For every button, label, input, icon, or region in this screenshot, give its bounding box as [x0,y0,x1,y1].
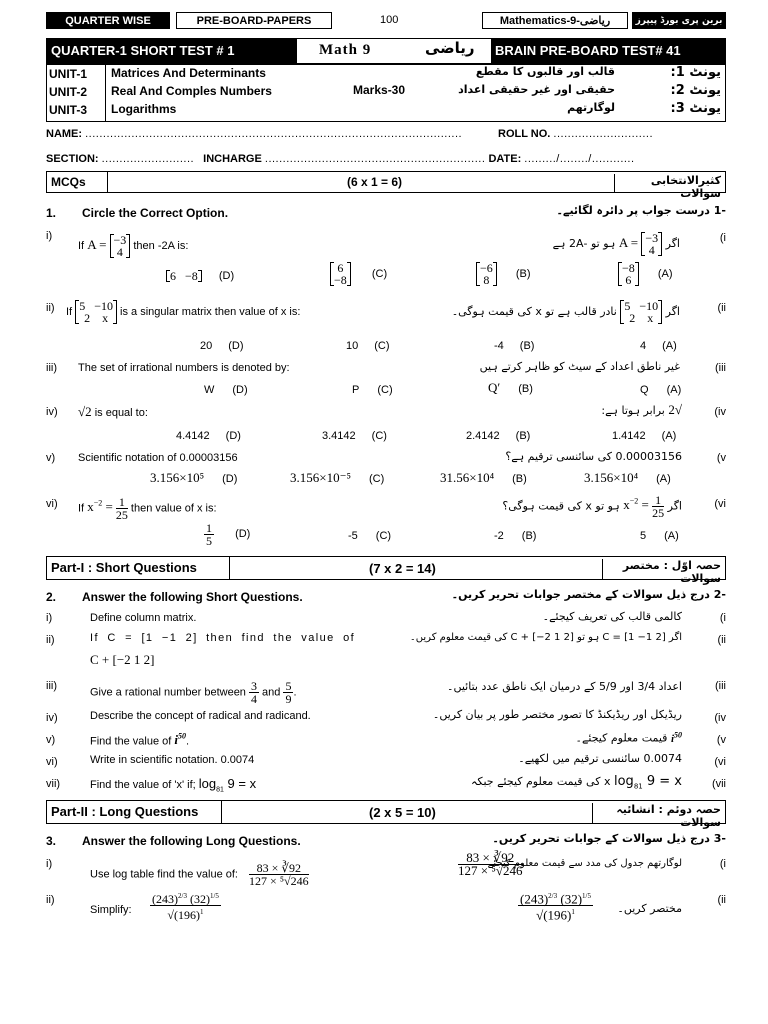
sq-6-text: Write in scientific notation. 0.0074 [90,754,255,766]
roll-field[interactable]: ............................ [553,128,653,140]
part2-marks: (2 x 5 = 10) [369,805,436,820]
lq-1-number: i) [46,858,53,870]
mcq-6-number: vi) [46,498,58,510]
units-block [46,64,726,122]
title-bar [46,38,726,64]
mcq-4-question [78,404,148,420]
sq-7-urdu-num: (vii [711,778,726,790]
mcq-2-opt-c[interactable]: 10 (C) [346,340,390,352]
section-label: SECTION: [46,153,99,165]
sq-4-number: iv) [46,712,58,724]
sq-1-number: i) [46,612,53,624]
sq-4-text: Describe the concept of radical and radicand. [90,710,311,722]
sq-2-text2: C + [−2 1 2] [90,652,155,667]
mcq-2-opt-d[interactable]: 20 (D) [200,340,244,352]
lq-2-expr: $\frac{(243)^{2/3} (32)^{1/5}}{√(196)^1}$ [152,892,219,922]
lq-2-urdu: مختصر کریں۔ [617,902,682,915]
lq-2-text: Simplify: [90,904,132,916]
incharge-label: INCHARGE [203,153,262,165]
mcq-3-urdu: غیر ناطق اعداد کے سیٹ کو ظاہر کرتے ہیں [479,360,680,373]
unit-3-urdu-name: لوگارتھم [567,101,615,114]
mcq-6-opt-a[interactable]: 5 (A) [640,530,679,542]
mcq-1-opt-b[interactable]: −6 8 (B) [476,262,531,286]
mcq-3-opt-a[interactable]: Q (A) [640,384,682,396]
mcq-2-urdu-pre: اگر [665,305,680,318]
mcq-2-pre: If [66,305,73,318]
sq-7-number: vii) [46,778,61,790]
pre-board-badge: PRE-BOARD-PAPERS [176,12,332,29]
name-label: NAME: [46,128,83,140]
roll-label: ROLL NO. [498,128,551,140]
lq-2-urdu-num: (ii [717,894,726,906]
mcq-1-options [166,270,234,282]
mcq-1-urdu-text: ہو تو -2A ہے [552,236,616,250]
title-center: Math 9 [319,42,372,58]
sq-5-urdu: $i^{50}$ قیمت معلوم کیجئے۔ [575,730,682,745]
mcq-label: MCQs [47,172,108,192]
mcq-4-opt-d[interactable]: 4.4142 (D) [176,430,241,442]
marks-total: Marks-30 [353,83,406,97]
sq-6-urdu-num: (vi [714,756,726,768]
mcq-1-opt-d-letter: (D) [218,270,235,282]
date-field[interactable]: ........./......../............ [524,153,635,165]
mcq-6-opt-d[interactable]: $\frac{1}{5}$ (D) [206,521,251,548]
sq-2-text: If C = [1 −1 2] then find the value of [90,632,356,644]
subject-tag: Mathematics-9-ریاضی [482,12,628,29]
q1-instruction-urdu: -1 درست جواب پر دائرہ لگائیے۔ [556,204,726,217]
incharge-field[interactable]: .............................................................. [264,153,486,165]
mcq-4-number: iv) [46,406,58,418]
sq-3-number: iii) [46,680,57,692]
unit-1-urdu-name: قالب اور قالبوں کا مقطع [475,65,615,78]
mcq-5-opt-d[interactable]: 3.156×10⁵ (D) [150,470,238,485]
mcq-2-opt-b[interactable]: -4 (B) [494,340,535,352]
mcq-1-urdu-num: (i [719,232,726,244]
mcq-3-question: The set of irrational numbers is denoted by: [78,362,290,374]
unit-2-name: Real And Comples Numbers [111,84,272,98]
roll-line [498,128,653,140]
part1-label: Part-I : Short Questions [47,557,230,579]
date-label: DATE: [488,153,522,165]
q1-number: 1. [46,206,57,220]
mcq-1-opt-b-letter: (B) [515,267,531,280]
part1-urdu-title: حصہ اوّل : مختصر سوالات [602,559,721,579]
mcq-6-urdu-num: (vi [714,498,726,510]
mcq-5-number: v) [46,452,56,464]
mcq-5-urdu: 0.00003156 کی سائنسی ترقیم ہے؟ [505,450,682,463]
mcq-1-urdu: اگر A = −3 4 ہو تو -2A ہے [552,231,680,257]
mcq-1-opt-d-value[interactable]: 6 −8 [166,270,202,282]
mcq-6-opt-c[interactable]: -5 (C) [348,530,392,542]
mcq-3-number: iii) [46,362,57,374]
mcq-5-urdu-num: (v [716,452,726,464]
mcq-2-number: ii) [46,302,55,314]
mcq-1-number: i) [46,230,53,242]
lq-1-urdu: لوگارتھم جدول کی مدد سے قیمت معلوم کیجئے [487,858,682,869]
mcq-4-pre: √2 [78,404,92,419]
sq-1-urdu: کالمی قالب کی تعریف کیجئے۔ [542,610,682,623]
mcq-3-opt-d[interactable]: W (D) [204,384,248,396]
mcq-4-post: is equal to: [94,407,148,419]
lq-1-question: Use log table find the value of: $\frac{83 \times ∛92}{\text{127 × ⁵√246}}$ [90,861,309,888]
sq-5-question: Find the value of $i^{50}$. [90,732,190,748]
sq-3-urdu-num: (iii [715,680,726,692]
mcq-1-urdu-pre: اگر [665,236,680,250]
mcq-4-opt-a[interactable]: 1.4142 (A) [612,430,677,442]
title-left: QUARTER-1 SHORT TEST # 1 [47,39,297,63]
mcq-1-opt-a[interactable]: −8 6 (A) [618,262,673,286]
mcq-4-urdu-num: (iv [714,406,726,418]
page-number: 100 [380,14,399,26]
mcq-3-opt-c[interactable]: P (C) [352,384,393,396]
q3-instruction-urdu: -3 درج ذیل سوالات کے جوابات تحریر کریں۔ [492,832,726,845]
mcq-6-opt-b[interactable]: -2 (B) [494,530,537,542]
section-line [46,153,635,165]
unit-1-name: Matrices And Determinants [111,66,266,80]
sq-4-urdu-num: (iv [714,712,726,724]
q2-instruction: Answer the following Short Questions. [82,590,303,604]
lq-2-number: ii) [46,894,55,906]
name-line [46,128,462,140]
unit-2-label: UNIT-2 [49,85,88,99]
name-field[interactable]: .......................................................................................................... [85,128,463,140]
sq-7-urdu: $\log_{81} 9 = x$ x کی قیمت معلوم کیجئے جبکہ [470,774,682,791]
sq-6-number: vi) [46,756,58,768]
sq-4-urdu: ریڈیکل اور ریڈیکنڈ کا تصور مختصر طور پر بیان کریں۔ [432,708,682,721]
mcq-1-matrix: −3 4 [110,234,131,258]
unit-3-label: UNIT-3 [49,103,88,117]
mcq-2-post: is a singular matrix then value of x is: [120,305,301,318]
sq-1-urdu-num: (i [719,612,726,624]
title-center-urdu: ریاضی [425,39,475,57]
mcq-1-pre: If [78,239,85,252]
lq-1-urdu-num: (i [719,858,726,870]
mcq-1-opt-a-letter: (A) [657,267,673,280]
quarter-wise-badge: QUARTER WISE [46,12,170,29]
mcq-4-opt-b[interactable]: 2.4142 (B) [466,430,531,442]
mcq-6-urdu: اگر $x^{-2}$ = $\frac{1}{25}$ ہو تو x کی قیمت ہوگی؟ [502,493,682,520]
q3-instruction: Answer the following Long Questions. [82,834,301,848]
sq-6-urdu: 0.0074 سائنسی ترقیم میں لکھیے۔ [518,752,682,765]
mcq-2-urdu-num: (ii [717,302,726,314]
brand-urdu: برین پری بورڈ پیپرز [632,12,726,29]
q1-instruction: Circle the Correct Option. [82,206,229,220]
mcq-3-urdu-num: (iii [715,362,726,374]
mcq-5-question: Scientific notation of 0.00003156 [78,452,238,464]
mcq-1-opt-c[interactable]: 6 −8 (C) [330,262,387,286]
part1-section-bar [46,556,726,585]
unit-3-name: Logarithms [111,102,177,116]
mcq-marks: (6 x 1 = 6) [347,175,403,189]
unit-2-urdu-label: یونٹ 2: [670,83,721,98]
sq-2-urdu-num: (ii [717,634,726,646]
mcq-urdu-title: کثیرالانتخابی سوالات [614,174,721,192]
sq-5-urdu-num: (v [716,734,726,746]
sq-7-question: Find the value of 'x' if; $\log_{81} 9 = x$ [90,776,257,794]
part2-urdu-title: حصہ دوئم : انشائیہ سوالات [592,803,721,823]
unit-3-urdu-label: یونٹ 3: [670,101,721,116]
sq-3-urdu: اعداد 3/4 اور 5/9 کے درمیان ایک ناطق عدد بتائیں۔ [447,680,682,693]
part1-marks: (7 x 2 = 14) [369,561,436,576]
mcq-5-opt-a[interactable]: 3.156×10⁴ (A) [584,470,671,485]
mcq-5-opt-b[interactable]: 31.56×10⁴ (B) [440,470,527,485]
sq-2-urdu: اگر C = [1 −1 2] ہو تو C + [−2 1 2] کی قیمت معلوم کریں۔ [409,632,682,643]
lq-1-urdu-expr: $\frac{83 \times ∛92}{\text{127 × ⁵√246}}$ [458,850,523,878]
mcq-2-urdu-text: نادر قالب ہے تو x کی قیمت ہوگی۔ [451,305,617,318]
part2-section-bar [46,800,726,829]
sq-2-number: ii) [46,634,55,646]
sq-3-question: Give a rational number between $\frac{3}{4}$ and $\frac{5}{9}$ . [90,679,297,706]
sq-5-number: v) [46,734,56,746]
mcq-5-opt-c[interactable]: 3.156×10⁻⁵ (C) [290,470,385,485]
mcq-1-opt-c-letter: (C) [371,267,388,280]
part2-label: Part-II : Long Questions [47,801,222,823]
mcq-4-urdu: √2 برابر ہوتا ہے: [601,402,682,417]
mcq-2-urdu: اگر 5 −10 2 x نادر قالب ہے تو x کی قیمت ہوگی۔ [451,299,680,325]
unit-2-urdu-name: حقیقی اور غیر حقیقی اعداد [458,83,615,96]
title-right: BRAIN PRE-BOARD TEST# 41 [491,39,725,63]
mcq-4-opt-c[interactable]: 3.4142 (C) [322,430,387,442]
q2-number: 2. [46,590,57,604]
mcq-2-question: If 5 −10 2 x is a singular matrix then value of x is: [66,299,301,325]
mcq-section-bar [46,171,726,200]
sq-1-text: Define column matrix. [90,612,197,624]
mcq-6-question: If $x^{-2}$ = $\frac{1}{25}$ then value of x is: [78,495,217,522]
mcq-1-question: If A = −3 4 then -2A is: [78,233,189,259]
mcq-1-post: then -2A is: [133,239,189,252]
unit-1-label: UNIT-1 [49,67,88,81]
unit-labels [47,65,106,121]
q3-number: 3. [46,834,57,848]
q2-instruction-urdu: -2 درج ذیل سوالات کے مختصر جوابات تحریر کریں۔ [451,588,726,601]
unit-1-urdu-label: یونٹ 1: [670,65,721,80]
mcq-3-opt-b[interactable]: Q′ (B) [488,380,533,395]
section-field[interactable]: .......................... [101,153,195,165]
lq-2-urdu-expr: $\frac{(243)^{2/3} (32)^{1/5}}{√(196)^1}$ [520,891,591,923]
mcq-2-opt-a[interactable]: 4 (A) [640,340,677,352]
